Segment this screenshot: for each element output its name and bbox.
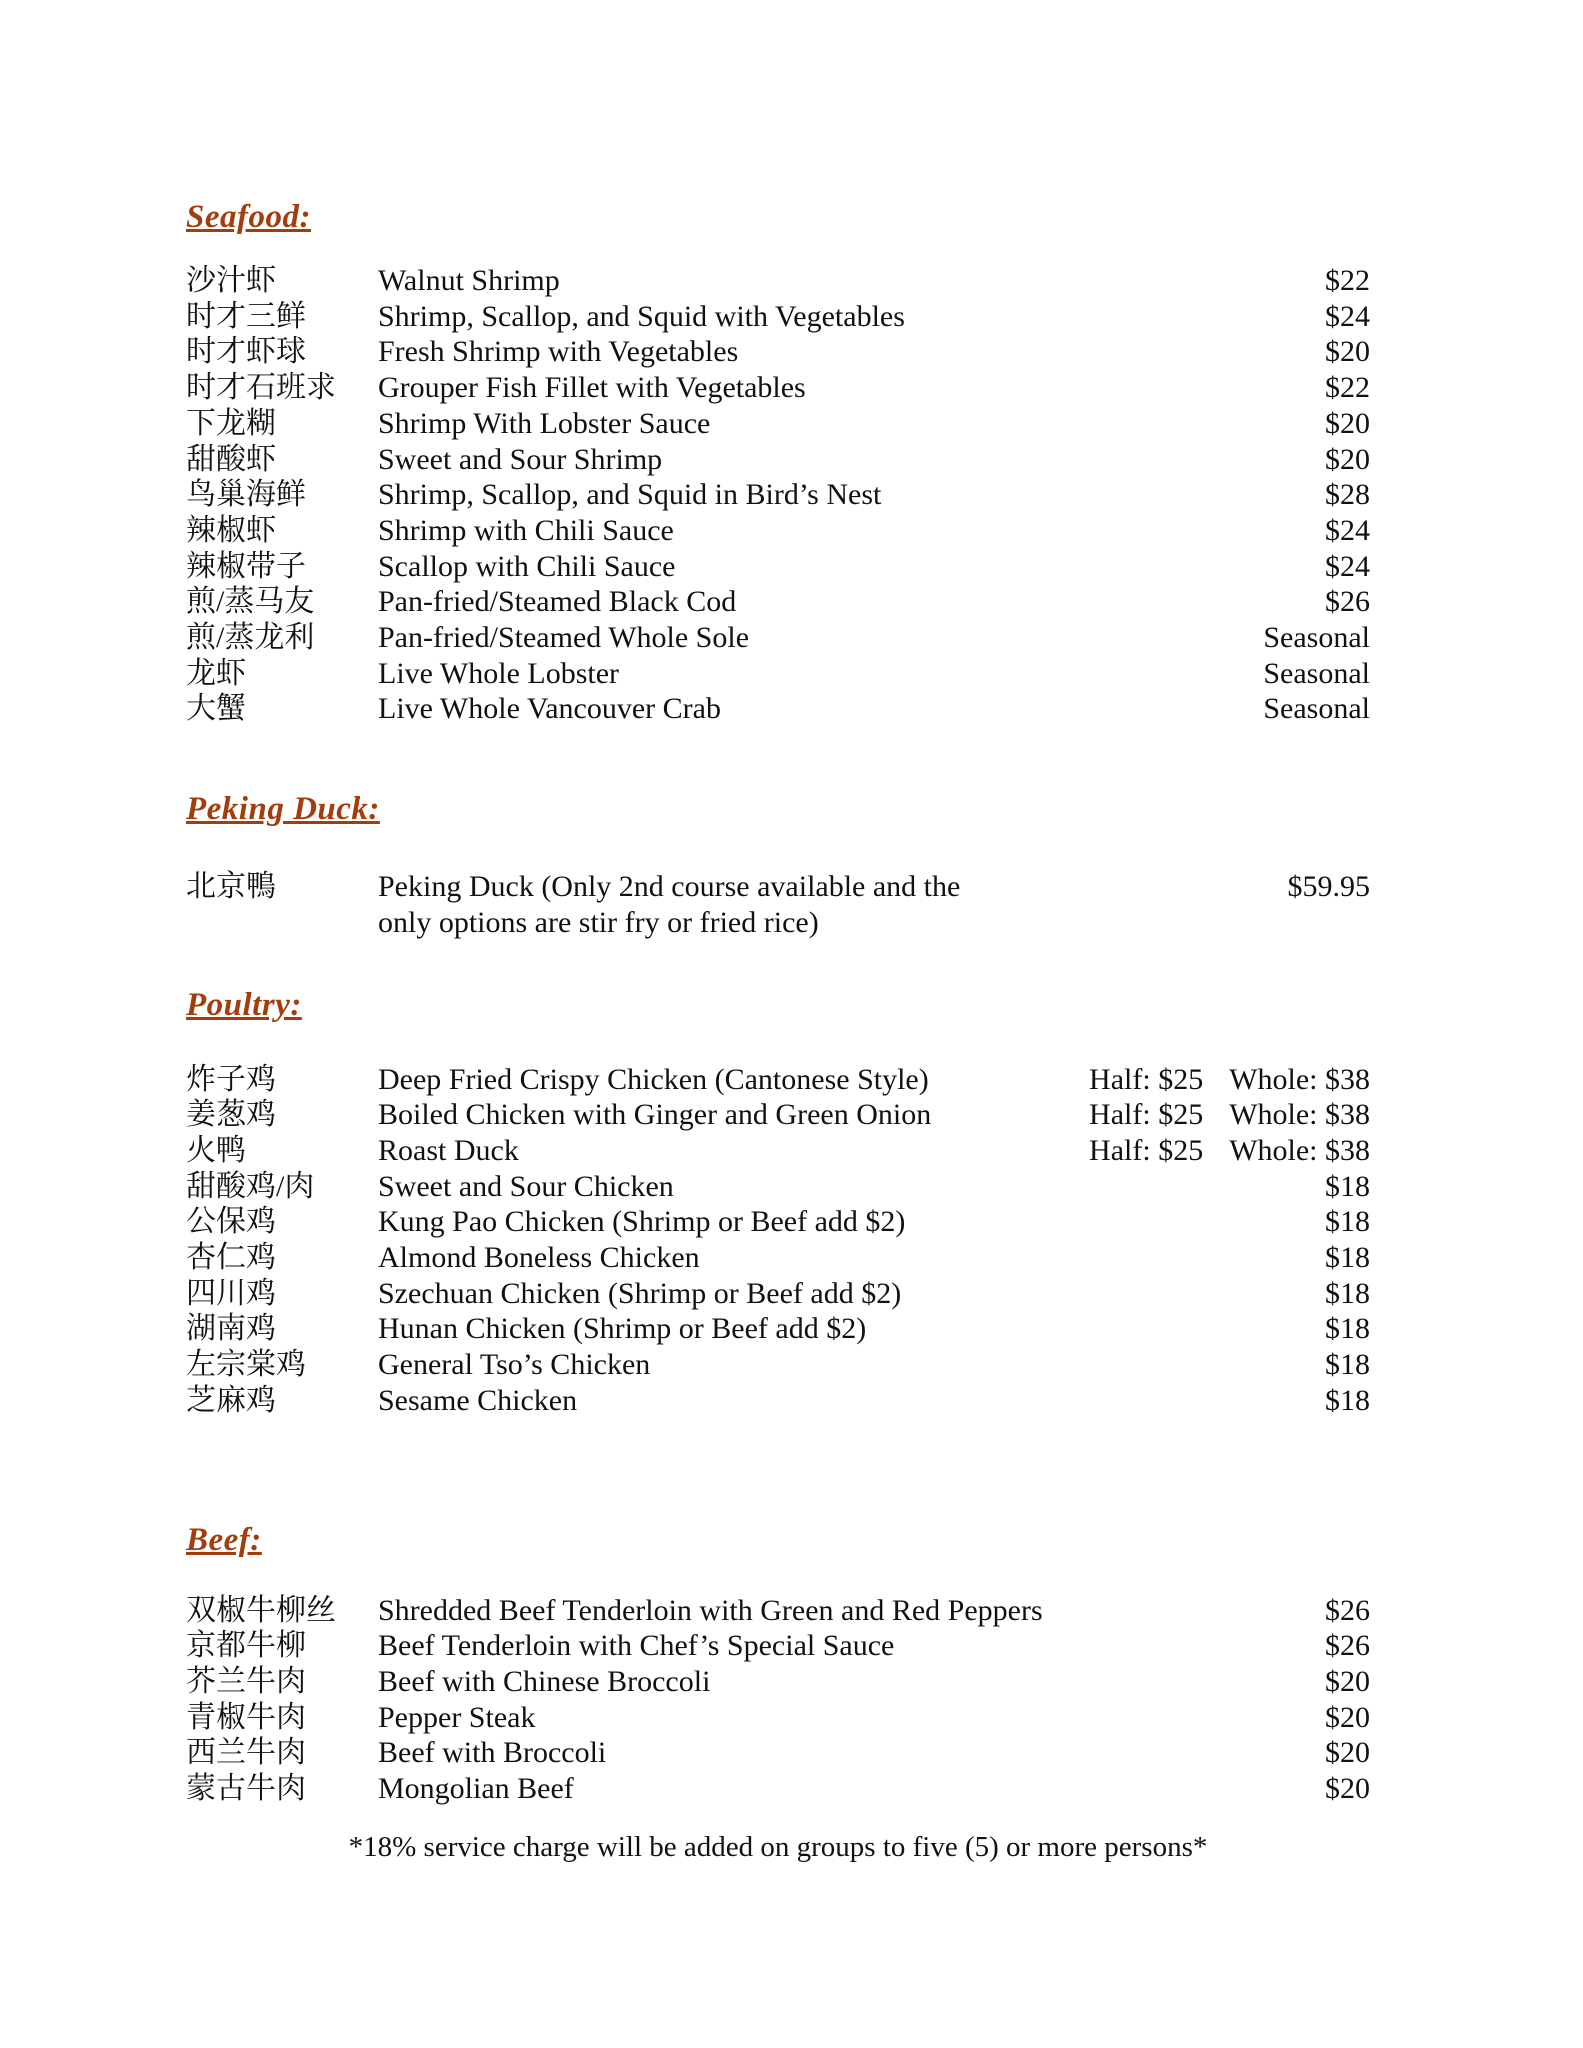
item-name-english: Pan-fried/Steamed Black Cod xyxy=(378,585,737,619)
item-name-chinese: 蒙古牛肉 xyxy=(186,1772,306,1806)
item-name-chinese: 姜葱鸡 xyxy=(186,1098,276,1132)
menu-item-row xyxy=(186,869,1370,940)
item-name-chinese: 时才石班求 xyxy=(186,371,336,405)
menu-item-row xyxy=(186,1771,1370,1807)
item-price: $20 xyxy=(1325,1664,1370,1698)
item-name-english: Pan-fried/Steamed Whole Sole xyxy=(378,621,750,655)
item-price: $22 xyxy=(1325,264,1370,297)
item-price: $24 xyxy=(1325,513,1370,547)
menu-item-row xyxy=(186,299,1370,335)
menu-item-row xyxy=(186,1628,1370,1664)
item-name-english xyxy=(378,869,1288,940)
item-name-english: Mongolian Beef xyxy=(378,1772,574,1806)
menu-item-row xyxy=(186,334,1370,370)
menu-section-peking-duck xyxy=(186,789,1370,940)
item-price: $18 xyxy=(1325,1205,1370,1239)
menu-item-row xyxy=(186,1593,1370,1629)
item-name-chinese: 辣椒带子 xyxy=(186,549,306,583)
menu-item-row xyxy=(186,620,1370,656)
menu-item-row xyxy=(186,442,1370,478)
item-name-english: Beef with Broccoli xyxy=(378,1736,607,1770)
item-price: $20 xyxy=(1325,1736,1370,1770)
item-name-chinese: 龙虾 xyxy=(186,656,246,690)
item-name-english: Scallop with Chili Sauce xyxy=(378,549,676,583)
item-name-chinese: 芝麻鸡 xyxy=(186,1383,276,1417)
item-price: $20 xyxy=(1325,406,1370,440)
section-items xyxy=(186,263,1370,727)
item-price: $20 xyxy=(1325,1772,1370,1806)
item-name-english: Beef with Chinese Broccoli xyxy=(378,1664,711,1698)
item-price: $20 xyxy=(1325,335,1370,369)
menu-item-row xyxy=(186,549,1370,585)
item-name-english: Pepper Steak xyxy=(378,1700,536,1734)
item-price: Seasonal xyxy=(1263,621,1370,655)
section-items xyxy=(186,1062,1370,1419)
menu-item-row xyxy=(186,1276,1370,1312)
item-name-english: Sweet and Sour Chicken xyxy=(378,1169,674,1203)
item-price: $18 xyxy=(1325,1169,1370,1203)
menu-item-row xyxy=(186,263,1370,299)
item-price-whole: Whole: $38 xyxy=(1229,1062,1370,1096)
menu-item-row xyxy=(186,1097,1370,1133)
section-title: Seafood: xyxy=(186,199,311,235)
menu-item-row xyxy=(186,656,1370,692)
item-price: $26 xyxy=(1325,1629,1370,1663)
item-name-english: Sesame Chicken xyxy=(378,1383,578,1417)
item-name-chinese: 煎/蒸龙利 xyxy=(186,621,315,655)
item-price-half: Half: $25 xyxy=(1089,1133,1204,1167)
section-title: Beef: xyxy=(186,1521,262,1558)
item-price: $18 xyxy=(1325,1348,1370,1382)
menu-section-poultry xyxy=(186,985,1370,1419)
item-name-english: Walnut Shrimp xyxy=(378,264,560,297)
menu-item-row xyxy=(186,1204,1370,1240)
item-name-chinese: 火鸭 xyxy=(186,1133,246,1167)
item-name-english: Kung Pao Chicken (Shrimp or Beef add $2) xyxy=(378,1205,906,1239)
item-price: $22 xyxy=(1325,371,1370,405)
item-name-chinese: 青椒牛肉 xyxy=(186,1700,306,1734)
item-name-chinese: 北京鴨 xyxy=(186,870,276,904)
item-name-chinese: 时才三鲜 xyxy=(186,299,306,333)
item-name-chinese: 鸟巢海鲜 xyxy=(186,478,306,512)
item-name-chinese: 公保鸡 xyxy=(186,1205,276,1239)
menu-item-row xyxy=(186,1133,1370,1169)
item-price: $28 xyxy=(1325,478,1370,512)
service-charge-footnote: *18% service charge will be added on groups to five (5) or more persons* xyxy=(348,1830,1208,1863)
item-name-english: Shrimp, Scallop, and Squid with Vegetables xyxy=(378,299,905,333)
section-items xyxy=(186,1593,1370,1807)
item-name-english: Live Whole Vancouver Crab xyxy=(378,692,721,726)
item-name-chinese: 左宗棠鸡 xyxy=(186,1348,306,1382)
section-items xyxy=(186,869,1370,940)
item-price-whole: Whole: $38 xyxy=(1229,1133,1370,1167)
item-name-english-line: only options are stir fry or fried rice) xyxy=(378,905,819,939)
item-price: $18 xyxy=(1325,1383,1370,1417)
item-name-chinese: 炸子鸡 xyxy=(186,1062,276,1096)
menu-item-row xyxy=(186,691,1370,727)
item-price: $26 xyxy=(1325,1593,1370,1627)
item-price xyxy=(1089,1097,1370,1133)
menu-item-row xyxy=(186,1700,1370,1736)
item-name-chinese: 甜酸鸡/肉 xyxy=(186,1169,315,1203)
item-price-whole: Whole: $38 xyxy=(1229,1098,1370,1132)
item-price xyxy=(1089,1133,1370,1169)
menu-item-row xyxy=(186,477,1370,513)
item-name-chinese: 下龙糊 xyxy=(186,406,276,440)
item-price: $24 xyxy=(1325,549,1370,583)
item-name-chinese: 京都牛柳 xyxy=(186,1629,306,1663)
item-price: $18 xyxy=(1325,1241,1370,1275)
item-name-english: Shrimp with Chili Sauce xyxy=(378,513,674,547)
menu-content xyxy=(186,197,1370,1866)
item-name-english: Hunan Chicken (Shrimp or Beef add $2) xyxy=(378,1312,867,1346)
item-name-chinese: 杏仁鸡 xyxy=(186,1241,276,1275)
item-name-english-line: Peking Duck (Only 2nd course available and the xyxy=(378,870,961,904)
menu-item-row xyxy=(186,584,1370,620)
item-name-english: Shrimp With Lobster Sauce xyxy=(378,406,711,440)
menu-item-row xyxy=(186,1664,1370,1700)
item-name-english: Live Whole Lobster xyxy=(378,656,620,690)
item-price: $18 xyxy=(1325,1276,1370,1310)
item-price: Seasonal xyxy=(1263,656,1370,690)
item-price: $20 xyxy=(1325,1700,1370,1734)
menu-section-beef xyxy=(186,1520,1370,1807)
menu-item-row xyxy=(186,1169,1370,1205)
item-price: Seasonal xyxy=(1263,692,1370,726)
item-name-chinese: 沙汁虾 xyxy=(186,264,276,297)
item-name-chinese: 湖南鸡 xyxy=(186,1312,276,1346)
item-price xyxy=(1089,1062,1370,1098)
item-name-chinese: 双椒牛柳丝 xyxy=(186,1593,336,1627)
menu-section-seafood xyxy=(186,197,1370,727)
item-price: $24 xyxy=(1325,299,1370,333)
item-name-english: Szechuan Chicken (Shrimp or Beef add $2) xyxy=(378,1276,902,1310)
item-name-english: Beef Tenderloin with Chef’s Special Sauce xyxy=(378,1629,895,1663)
item-name-english: General Tso’s Chicken xyxy=(378,1348,651,1382)
item-name-english: Deep Fried Crispy Chicken (Cantonese Style) xyxy=(378,1062,929,1096)
item-name-chinese: 芥兰牛肉 xyxy=(186,1664,306,1698)
item-name-english: Shredded Beef Tenderloin with Green and Red Peppers xyxy=(378,1593,1043,1627)
item-price-half: Half: $25 xyxy=(1089,1098,1204,1132)
item-name-english: Sweet and Sour Shrimp xyxy=(378,442,663,476)
menu-item-row xyxy=(186,513,1370,549)
item-price: $26 xyxy=(1325,585,1370,619)
item-price: $18 xyxy=(1325,1312,1370,1346)
item-name-chinese: 西兰牛肉 xyxy=(186,1736,306,1770)
menu-item-row xyxy=(186,1347,1370,1383)
item-name-chinese: 煎/蒸马友 xyxy=(186,585,315,619)
item-name-chinese: 辣椒虾 xyxy=(186,513,276,547)
item-name-chinese: 甜酸虾 xyxy=(186,442,276,476)
item-name-chinese: 四川鸡 xyxy=(186,1276,276,1310)
item-name-chinese: 时才虾球 xyxy=(186,335,306,369)
item-name-english: Almond Boneless Chicken xyxy=(378,1241,700,1275)
menu-item-row xyxy=(186,370,1370,406)
item-name-english: Fresh Shrimp with Vegetables xyxy=(378,335,739,369)
item-name-english: Grouper Fish Fillet with Vegetables xyxy=(378,371,806,405)
item-price-half: Half: $25 xyxy=(1089,1062,1204,1096)
menu-item-row xyxy=(186,1240,1370,1276)
menu-item-row xyxy=(186,406,1370,442)
menu-item-row xyxy=(186,1735,1370,1771)
section-title: Peking Duck: xyxy=(186,791,380,828)
menu-item-row xyxy=(186,1383,1370,1419)
section-title: Poultry: xyxy=(186,986,302,1023)
item-name-english: Shrimp, Scallop, and Squid in Bird’s Nest xyxy=(378,478,882,512)
menu-item-row xyxy=(186,1311,1370,1347)
item-price: $59.95 xyxy=(1287,870,1370,904)
item-price: $20 xyxy=(1325,442,1370,476)
item-name-english: Boiled Chicken with Ginger and Green Onion xyxy=(378,1098,932,1132)
menu-item-row xyxy=(186,1062,1370,1098)
item-name-chinese: 大蟹 xyxy=(186,692,246,726)
item-name-english: Roast Duck xyxy=(378,1133,519,1167)
